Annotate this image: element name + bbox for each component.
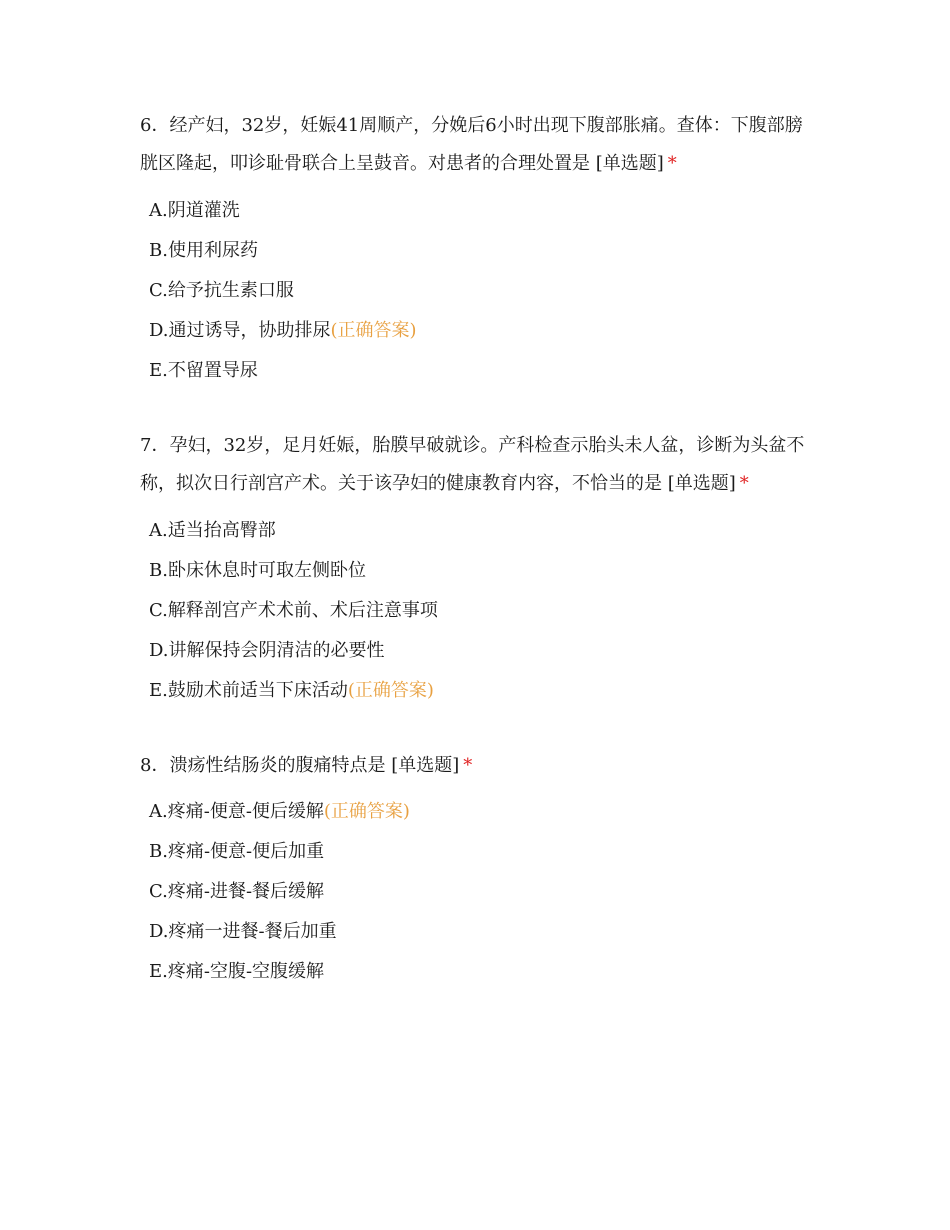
- question-text: 溃疡性结肠炎的腹痛特点是: [169, 755, 386, 776]
- correct-answer-note: (正确答案): [330, 320, 417, 341]
- option-text: 使用利尿药: [167, 240, 258, 261]
- option-text: 讲解保持会阴清洁的必要性: [168, 640, 385, 661]
- option-label: A.: [149, 200, 168, 221]
- option-label: E.: [149, 680, 168, 701]
- option-list: [140, 792, 820, 992]
- option-text: 疼痛-进餐-餐后缓解: [167, 881, 325, 902]
- option-label: B.: [149, 560, 168, 581]
- question-8: [140, 747, 820, 992]
- required-mark: *: [667, 153, 677, 174]
- option-text: 适当抬高臀部: [167, 520, 276, 541]
- option-b: [140, 551, 820, 591]
- option-label: D.: [149, 921, 169, 942]
- option-e: [140, 351, 820, 391]
- option-a: [140, 191, 820, 231]
- option-label: C.: [149, 280, 168, 301]
- question-number: 6: [140, 115, 152, 136]
- question-number: 8: [140, 755, 152, 776]
- option-c: [140, 872, 820, 912]
- option-label: A.: [149, 520, 168, 541]
- question-6: [140, 107, 820, 391]
- option-label: B.: [149, 841, 168, 862]
- question-type-label: [单选题]: [667, 473, 736, 494]
- option-text: 给予抗生素口服: [167, 280, 294, 301]
- question-7: [140, 427, 820, 711]
- question-stem: 6．经产妇，32岁，妊娠41周顺产，分娩后6小时出现下腹部胀痛。查体：下腹部膀胱区隆起，叩诊耻骨联合上呈鼓音。对患者的合理处置是 [单选题] *: [140, 115, 803, 174]
- option-label: D.: [149, 640, 169, 661]
- option-b: [140, 832, 820, 872]
- required-mark: *: [739, 473, 749, 494]
- correct-answer-note: (正确答案): [323, 801, 410, 822]
- correct-answer-note: (正确答案): [347, 680, 434, 701]
- question-type-label: [单选题]: [391, 755, 460, 776]
- option-text: 不留置导尿: [167, 360, 258, 381]
- option-text: 疼痛一进餐-餐后加重: [168, 921, 337, 942]
- option-text: 阴道灌洗: [167, 200, 240, 221]
- option-text: 疼痛-便意-便后加重: [167, 841, 325, 862]
- option-text: 疼痛-便意-便后缓解: [167, 801, 324, 822]
- option-label: C.: [149, 600, 168, 621]
- question-number: 7: [140, 435, 152, 456]
- question-text: 孕妇，32岁，足月妊娠，胎膜早破就诊。产科检查示胎头未人盆，诊断为头盆不称，拟次日行剖宫产术。关于该孕妇的健康教育内容，不恰当的是: [140, 435, 805, 494]
- option-label: E.: [149, 360, 168, 381]
- question-stem: 7．孕妇，32岁，足月妊娠，胎膜早破就诊。产科检查示胎头未人盆，诊断为头盆不称，拟次日行剖宫产术。关于该孕妇的健康教育内容，不恰当的是 [单选题] *: [140, 435, 805, 494]
- option-label: C.: [149, 881, 168, 902]
- question-text: 经产妇，32岁，妊娠41周顺产，分娩后6小时出现下腹部胀痛。查体：下腹部膀胱区隆起，叩诊耻骨联合上呈鼓音。对患者的合理处置是: [140, 115, 803, 174]
- option-label: B.: [149, 240, 168, 261]
- option-b: [140, 231, 820, 271]
- option-text: 卧床休息时可取左侧卧位: [167, 560, 366, 581]
- option-list: [140, 191, 820, 391]
- option-text: 解释剖宫产术术前、术后注意事项: [167, 600, 438, 621]
- option-label: A.: [149, 801, 168, 822]
- option-list: [140, 511, 820, 711]
- option-e: [140, 952, 820, 992]
- option-d: [140, 631, 820, 671]
- option-text: 通过诱导，协助排尿: [168, 320, 331, 341]
- option-a: [140, 792, 820, 832]
- option-d: [140, 912, 820, 952]
- option-text: 鼓励术前适当下床活动: [167, 680, 348, 701]
- question-stem: 8．溃疡性结肠炎的腹痛特点是 [单选题] *: [140, 755, 473, 776]
- option-d: [140, 311, 820, 351]
- option-text: 疼痛-空腹-空腹缓解: [167, 961, 325, 982]
- option-c: [140, 591, 820, 631]
- option-label: E.: [149, 961, 168, 982]
- option-label: D.: [149, 320, 169, 341]
- required-mark: *: [463, 755, 473, 776]
- question-type-label: [单选题]: [595, 153, 664, 174]
- option-c: [140, 271, 820, 311]
- option-e: [140, 671, 820, 711]
- option-a: [140, 511, 820, 551]
